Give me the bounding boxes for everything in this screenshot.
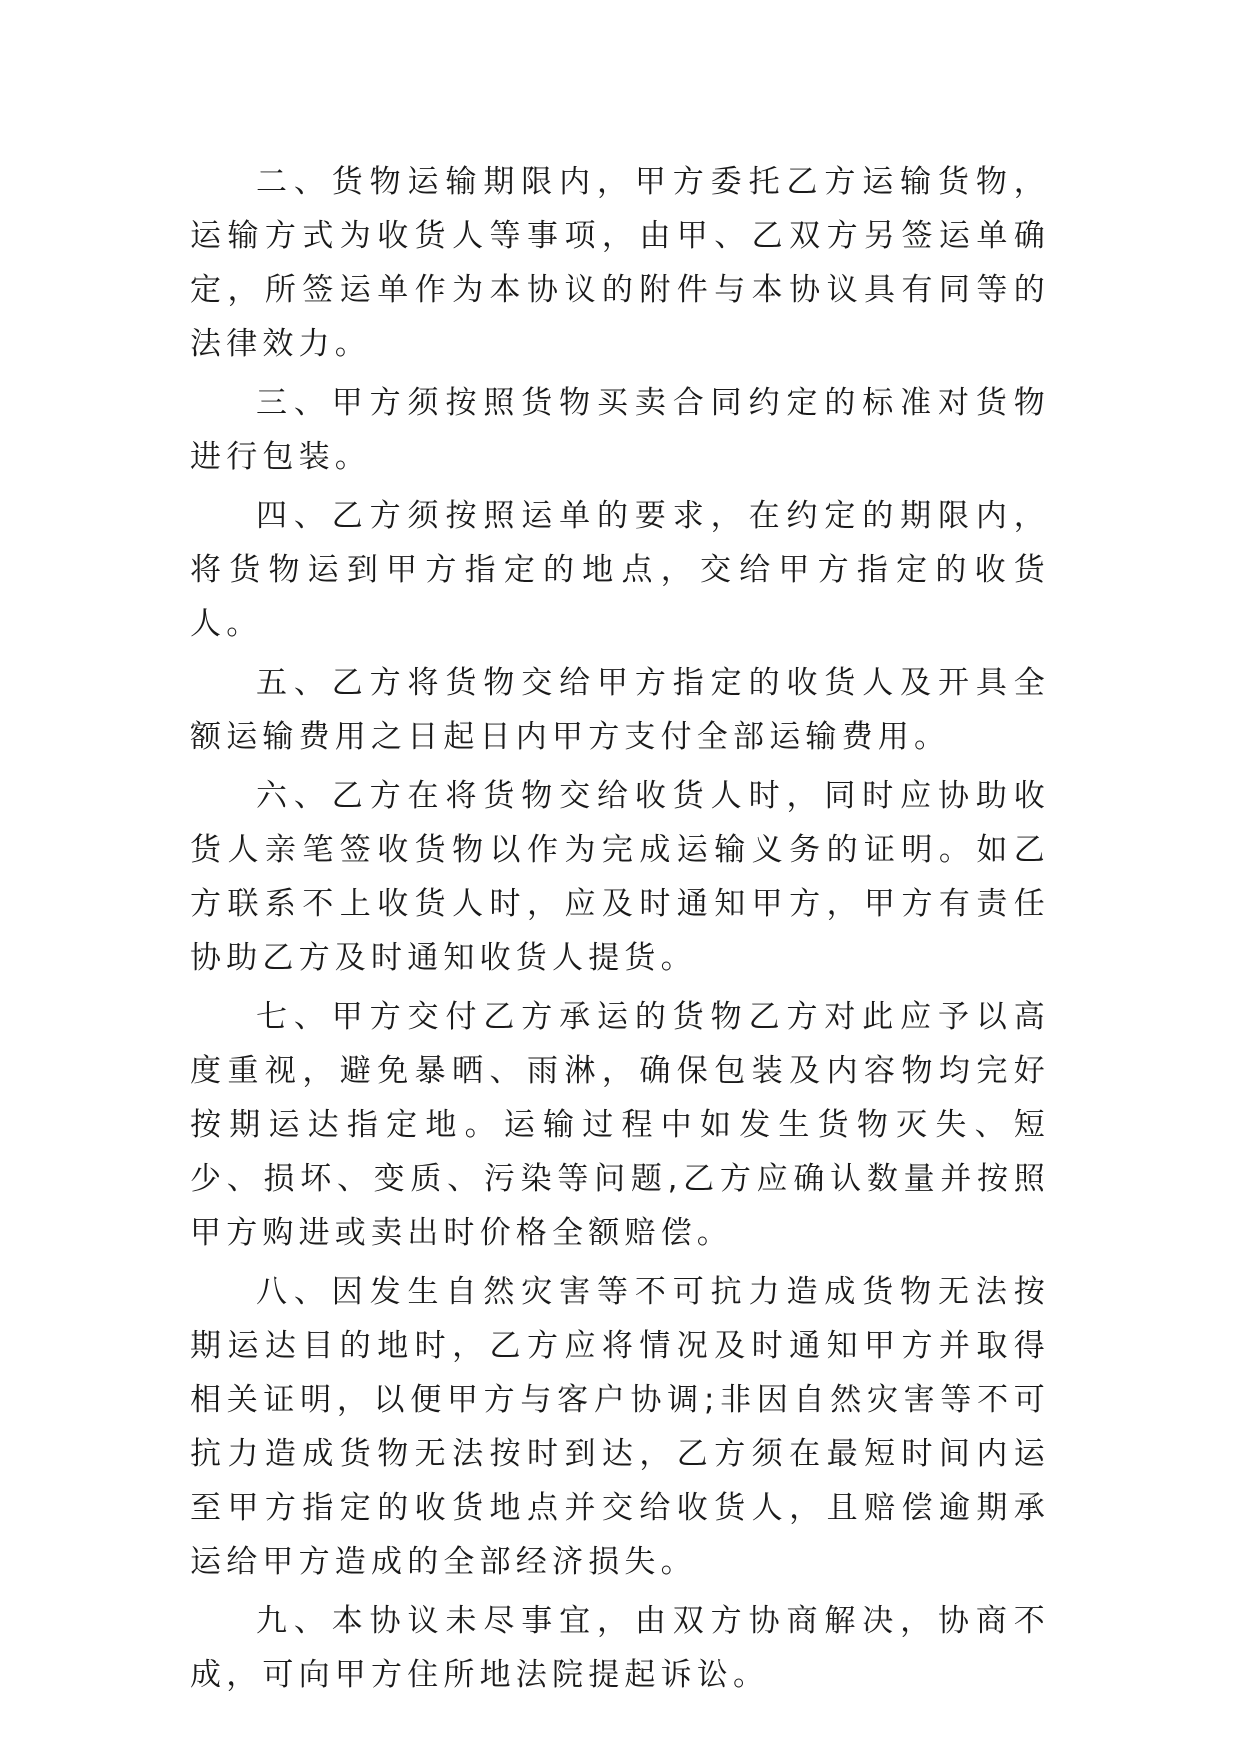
document-body [190,155,1050,1707]
clause-4: 四、乙方须按照运单的要求，在约定的期限内，将货物运到甲方指定的地点，交给甲方指定的收货人。 [190,498,1050,642]
clause-8: 八、因发生自然灾害等不可抗力造成货物无法按期运达目的地时，乙方应将情况及时通知甲方并取得相关证明，以便甲方与客户协调;非因自然灾害等不可抗力造成货物无法按时到达，乙方须在最短时间内运至甲方指定的收货地点并交给收货人，且赔偿逾期承运给甲方造成的全部经济损失。 [190,1274,1050,1580]
clause-7: 七、甲方交付乙方承运的货物乙方对此应予以高度重视，避免暴晒、雨淋，确保包装及内容物均完好按期运达指定地。运输过程中如发生货物灭失、短少、损坏、变质、污染等问题,乙方应确认数量并按照甲方购进或卖出时价格全额赔偿。 [190,999,1050,1251]
clause-5: 五、乙方将货物交给甲方指定的收货人及开具全额运输费用之日起日内甲方支付全部运输费用。 [190,665,1050,755]
clause-9: 九、本协议未尽事宜，由双方协商解决，协商不成，可向甲方住所地法院提起诉讼。 [190,1603,1050,1693]
clause-3: 三、甲方须按照货物买卖合同约定的标准对货物进行包装。 [190,385,1050,475]
clause-2: 二、货物运输期限内，甲方委托乙方运输货物，运输方式为收货人等事项，由甲、乙双方另签运单确定，所签运单作为本协议的附件与本协议具有同等的法律效力。 [190,164,1050,362]
clause-6: 六、乙方在将货物交给收货人时，同时应协助收货人亲笔签收货物以作为完成运输义务的证明。如乙方联系不上收货人时，应及时通知甲方，甲方有责任协助乙方及时通知收货人提货。 [190,778,1050,976]
